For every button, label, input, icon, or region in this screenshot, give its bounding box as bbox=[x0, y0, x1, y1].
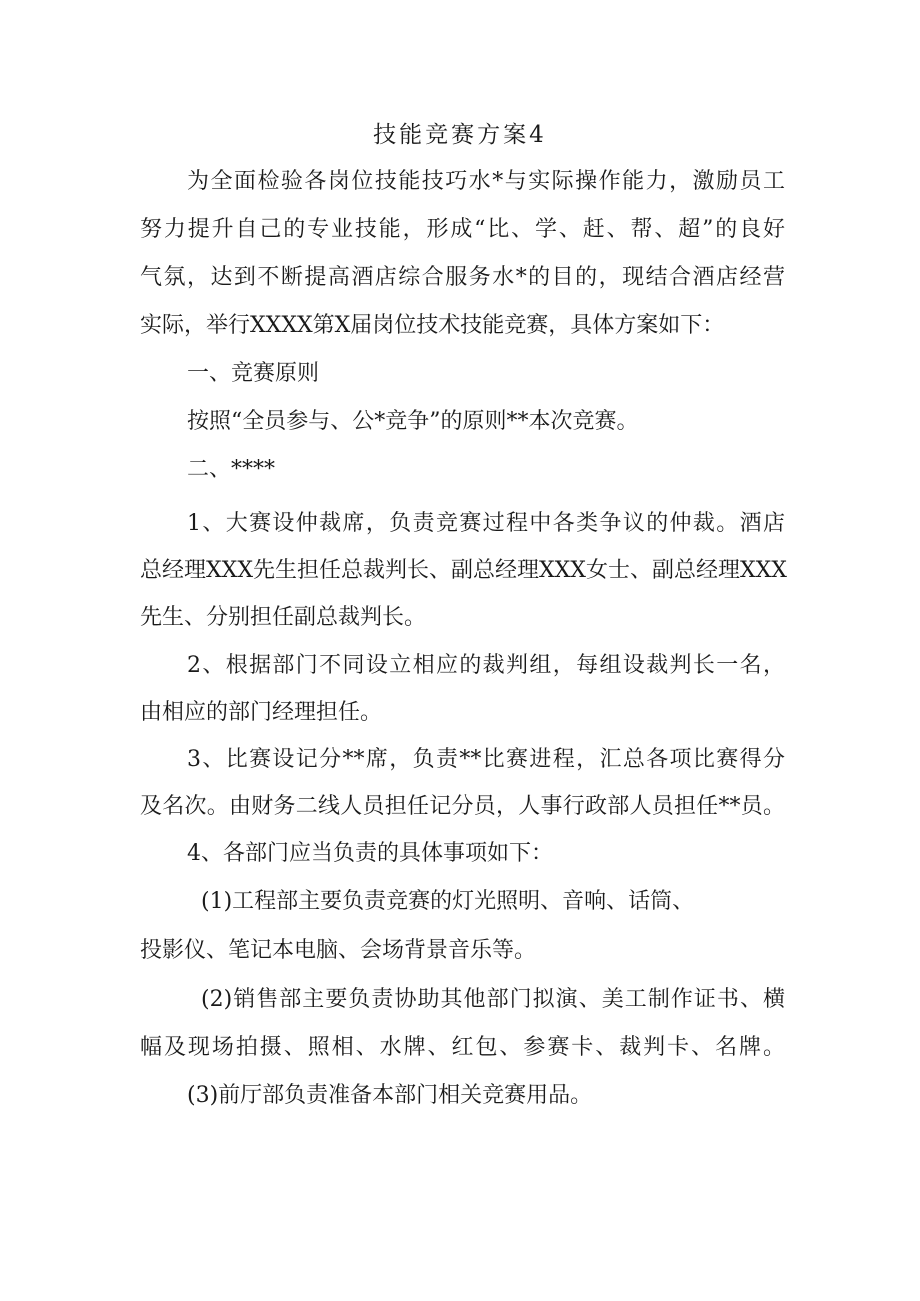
paragraph-line: 为全面检验各岗位技能技巧水*与实际操作能力，激励员工 bbox=[187, 169, 785, 194]
document-title: 技能竞赛方案4 bbox=[373, 122, 547, 148]
list-item-line: (3)前厅部负责准备本部门相关竞赛用品。 bbox=[187, 1083, 593, 1108]
paragraph-line: 及名次。由财务二线人员担任记分员，人事行政部人员担任**员。 bbox=[140, 794, 785, 819]
paragraph-line: 先生、分别担任副总裁判长。 bbox=[140, 605, 427, 630]
section-heading: 一、竞赛原则 bbox=[187, 361, 320, 386]
paragraph-line: 3、比赛设记分**席，负责**比赛进程，汇总各项比赛得分 bbox=[187, 747, 785, 772]
paragraph-line: 1、大赛设仲裁席，负责竞赛过程中各类争议的仲裁。酒店 bbox=[187, 511, 785, 536]
paragraph-line: 由相应的部门经理担任。 bbox=[140, 700, 383, 725]
list-item-line: (1)工程部主要负责竞赛的灯光照明、音响、话筒、 bbox=[201, 889, 695, 914]
paragraph-line: 气氛，达到不断提高酒店综合服务水*的目的，现结合酒店经营 bbox=[140, 265, 785, 290]
list-item-line: 幅及现场拍摄、照相、水牌、红包、参赛卡、裁判卡、名牌。 bbox=[140, 1035, 785, 1060]
list-item-line: 投影仪、笔记本电脑、会场背景音乐等。 bbox=[140, 938, 537, 963]
paragraph-line: 总经理XXX先生担任总裁判长、副总经理XXX女士、副总经理XXX bbox=[140, 558, 787, 583]
paragraph-line: 实际，举行XXXX第X届岗位技术技能竞赛，具体方案如下： bbox=[140, 313, 725, 338]
paragraph-line: 2、根据部门不同设立相应的裁判组，每组设裁判长一名， bbox=[187, 653, 785, 678]
section-heading: 二、**** bbox=[187, 457, 276, 482]
list-item-line: (2)销售部主要负责协助其他部门拟演、美工制作证书、横 bbox=[201, 987, 785, 1012]
paragraph-line: 努力提升自己的专业技能，形成“比、学、赶、帮、超”的良好 bbox=[140, 217, 785, 242]
paragraph-line: 4、各部门应当负责的具体事项如下： bbox=[187, 841, 553, 866]
paragraph-line: 按照“全员参与、公*竞争”的原则**本次竞赛。 bbox=[187, 409, 639, 434]
